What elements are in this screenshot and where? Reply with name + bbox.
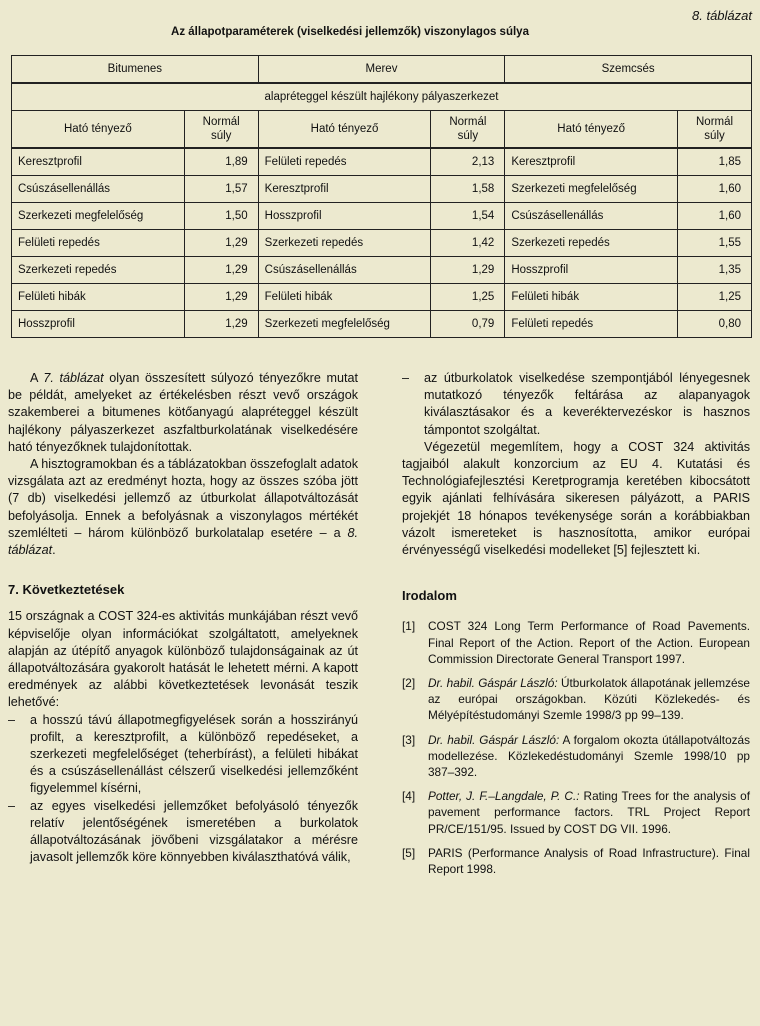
table-row <box>12 176 752 203</box>
weight-cell: 1,58 <box>431 176 505 203</box>
column-header-factor: Ható tényező <box>505 111 678 149</box>
factor-cell: Szerkezeti repedés <box>258 230 431 257</box>
factor-cell: Felületi repedés <box>258 148 431 176</box>
weight-cell: 1,60 <box>678 203 752 230</box>
group-header-row <box>12 56 752 84</box>
weight-cell: 1,60 <box>678 176 752 203</box>
table-row <box>12 203 752 230</box>
weight-cell: 1,54 <box>431 203 505 230</box>
weight-cell: 1,85 <box>678 148 752 176</box>
group-header: Szemcsés <box>505 56 752 84</box>
reference-list <box>402 618 750 877</box>
factor-cell: Hosszprofil <box>258 203 431 230</box>
weight-cell: 1,89 <box>184 148 258 176</box>
table-row <box>12 257 752 284</box>
factor-cell: Szerkezeti megfelelőség <box>258 311 431 338</box>
column-header-row <box>12 111 752 149</box>
weight-cell: 1,35 <box>678 257 752 284</box>
weight-cell: 1,57 <box>184 176 258 203</box>
paragraph: 15 országnak a COST 324-es aktivitás munkájában részt vevő képviselője olyan információkat szolgáltatott, amelyeknek alapján az útépítő anyagok különböző tulajdonságainak az út állapotváltozására gyakorolt hatását le lehetett mérni. A kapott eredmények az alábbi következtetések levonását teszik lehetővé: <box>8 609 358 710</box>
reference-item: [1] COST 324 Long Term Performance of Road Pavements. Final Report of the Action. Report of the Action. European Commission Directorate General Transport 1997. <box>402 619 750 666</box>
weight-cell: 1,55 <box>678 230 752 257</box>
paragraph: Végezetül megemlítem, hogy a COST 324 aktivitás tagjaiból alakult konzorcium az EU 4. Kutatási és Technológiafejlesztési Keretprogramja keretében kibocsátott egyik ajánlati felhívására sikeresen pályázott, a PARIS projekjét 18 hónapos tevékenysége során a korábbiakban vázolt ismereteket is hasznosította, amikor európai érvényességű viselkedési modelleket [5] fejlesztett ki. <box>402 439 750 558</box>
weight-cell: 1,25 <box>431 284 505 311</box>
weight-cell: 1,25 <box>678 284 752 311</box>
table-row <box>12 230 752 257</box>
weight-cell: 1,29 <box>184 257 258 284</box>
weight-cell: 1,42 <box>431 230 505 257</box>
weight-cell: 0,80 <box>678 311 752 338</box>
list-item: – az útburkolatok viselkedése szempontjából lényegesnek mutatkozó tényezők feltárása az alapanyagok kiválasztásakor és a keveréktervezéskor is hasznos támpontot szolgáltat. <box>402 371 750 437</box>
column-header-weight: Normál súly <box>678 111 752 149</box>
factor-cell: Keresztprofil <box>12 148 185 176</box>
weight-cell: 1,50 <box>184 203 258 230</box>
right-column <box>402 370 750 885</box>
table-row <box>12 311 752 338</box>
reference-author: Potter, J. F.–Langdale, P. C.: <box>428 789 580 804</box>
factor-cell: Felületi hibák <box>505 284 678 311</box>
weight-cell: 1,29 <box>184 230 258 257</box>
table-reference: 7. táblázat <box>43 371 104 385</box>
weight-cell: 2,13 <box>431 148 505 176</box>
list-item: – a hosszú távú állapotmegfigyelések során a hosszirányú profilt, a keresztprofilt, a különböző repedéseket, a szerkezeti megfelelőséget (teherbírást), a felületi hibákat és a csúszásellenállást célszerű viselkedési jellemzőként figyelemmel kísérni, <box>8 712 358 796</box>
factor-cell: Csúszásellenállás <box>505 203 678 230</box>
weight-cell: 0,79 <box>431 311 505 338</box>
table-title: Az állapotparaméterek (viselkedési jellemzők) viszonylagos súlya <box>171 26 529 38</box>
column-header-factor: Ható tényező <box>12 111 185 149</box>
weight-cell: 1,29 <box>184 284 258 311</box>
factor-cell: Csúszásellenállás <box>258 257 431 284</box>
references-heading: Irodalom <box>402 588 457 604</box>
factor-cell: Szerkezeti megfelelőség <box>505 176 678 203</box>
table-subheader: alapréteggel készült hajlékony pályaszerkezet <box>12 83 752 111</box>
reference-author: Dr. habil. Gáspár László: <box>428 732 560 747</box>
reference-item: [4] Potter, J. F.–Langdale, P. C.: Rating Trees for the analysis of pavement performance factors. TRL Project Report PR/CE/151/95. Issued by COST DG VII. 1996. <box>402 789 750 836</box>
factor-cell: Felületi hibák <box>258 284 431 311</box>
factor-cell: Szerkezeti megfelelőség <box>12 203 185 230</box>
section-heading: 7. Következtetések <box>8 582 125 598</box>
factor-cell: Szerkezeti repedés <box>12 257 185 284</box>
weight-cell: 1,29 <box>184 311 258 338</box>
paragraph: A 7. táblázat olyan összesített súlyozó tényezőkre mutat be példát, amelyeket az értékelésben részt vevő országok szakemberei a bitumenes kötőanyagú alapréteggel készült hajlékony pályaszerkezet aszfaltburkolatának viselkedésére ható tényezőknek tulajdonítottak. <box>8 371 358 454</box>
factor-cell: Csúszásellenállás <box>12 176 185 203</box>
table-row <box>12 284 752 311</box>
paragraph: A hisztogramokban és a táblázatokban összefoglalt adatok vizsgálata azt az eredményt hozta, hogy az összes szóba jött (7 db) viselkedési jellemző az útburkolat állapotváltozását befolyásolja. Ennek a befolyásnak a viszonylagos mértékét szemlélteti – három különböző burkolatalap esetére – a 8. táblázat. <box>8 457 358 558</box>
reference-item: [3] Dr. habil. Gáspár László: A forgalom okozta útállapotváltozás modellezése. Közlekedéstudományi Szemle 1998/10 pp 387–392. <box>402 732 750 780</box>
column-header-weight: Normál súly <box>184 111 258 149</box>
table-number: 8. táblázat <box>692 8 752 23</box>
column-header-factor: Ható tényező <box>258 111 431 149</box>
factor-cell: Felületi hibák <box>12 284 185 311</box>
factor-cell: Hosszprofil <box>12 311 185 338</box>
group-header: Merev <box>258 56 505 84</box>
left-column <box>8 370 358 866</box>
factor-cell: Felületi repedés <box>12 230 185 257</box>
table-body <box>12 148 752 338</box>
group-header: Bitumenes <box>12 56 259 84</box>
column-header-weight: Normál súly <box>431 111 505 149</box>
factor-cell: Keresztprofil <box>258 176 431 203</box>
factor-cell: Felületi repedés <box>505 311 678 338</box>
factor-cell: Keresztprofil <box>505 148 678 176</box>
subheader-row <box>12 83 752 111</box>
table-row <box>12 148 752 176</box>
factor-cell: Szerkezeti repedés <box>505 230 678 257</box>
reference-item: [5] PARIS (Performance Analysis of Road Infrastructure). Final Report 1998. <box>402 845 750 877</box>
list-item: – az egyes viselkedési jellemzőket befolyásoló tényezők relatív jelentőségének ismeretében a burkolatok állapotváltozásának jövőbeni vizsgálatakor a mérésre javasolt jellemzők köre könnyebben kiválaszthatóvá válik, <box>8 798 358 865</box>
reference-item: [2] Dr. habil. Gáspár László: Útburkolatok állapotának jellemzése az európai országokban. Közúti Közlekedés- és Mélyépítéstudományi Szemle 1998/3 pp 99–139. <box>402 676 750 723</box>
table-reference: 8. táblázat <box>8 525 358 558</box>
weight-cell: 1,29 <box>431 257 505 284</box>
factor-cell: Hosszprofil <box>505 257 678 284</box>
reference-author: Dr. habil. Gáspár László: <box>428 676 558 691</box>
weights-table <box>11 55 752 338</box>
